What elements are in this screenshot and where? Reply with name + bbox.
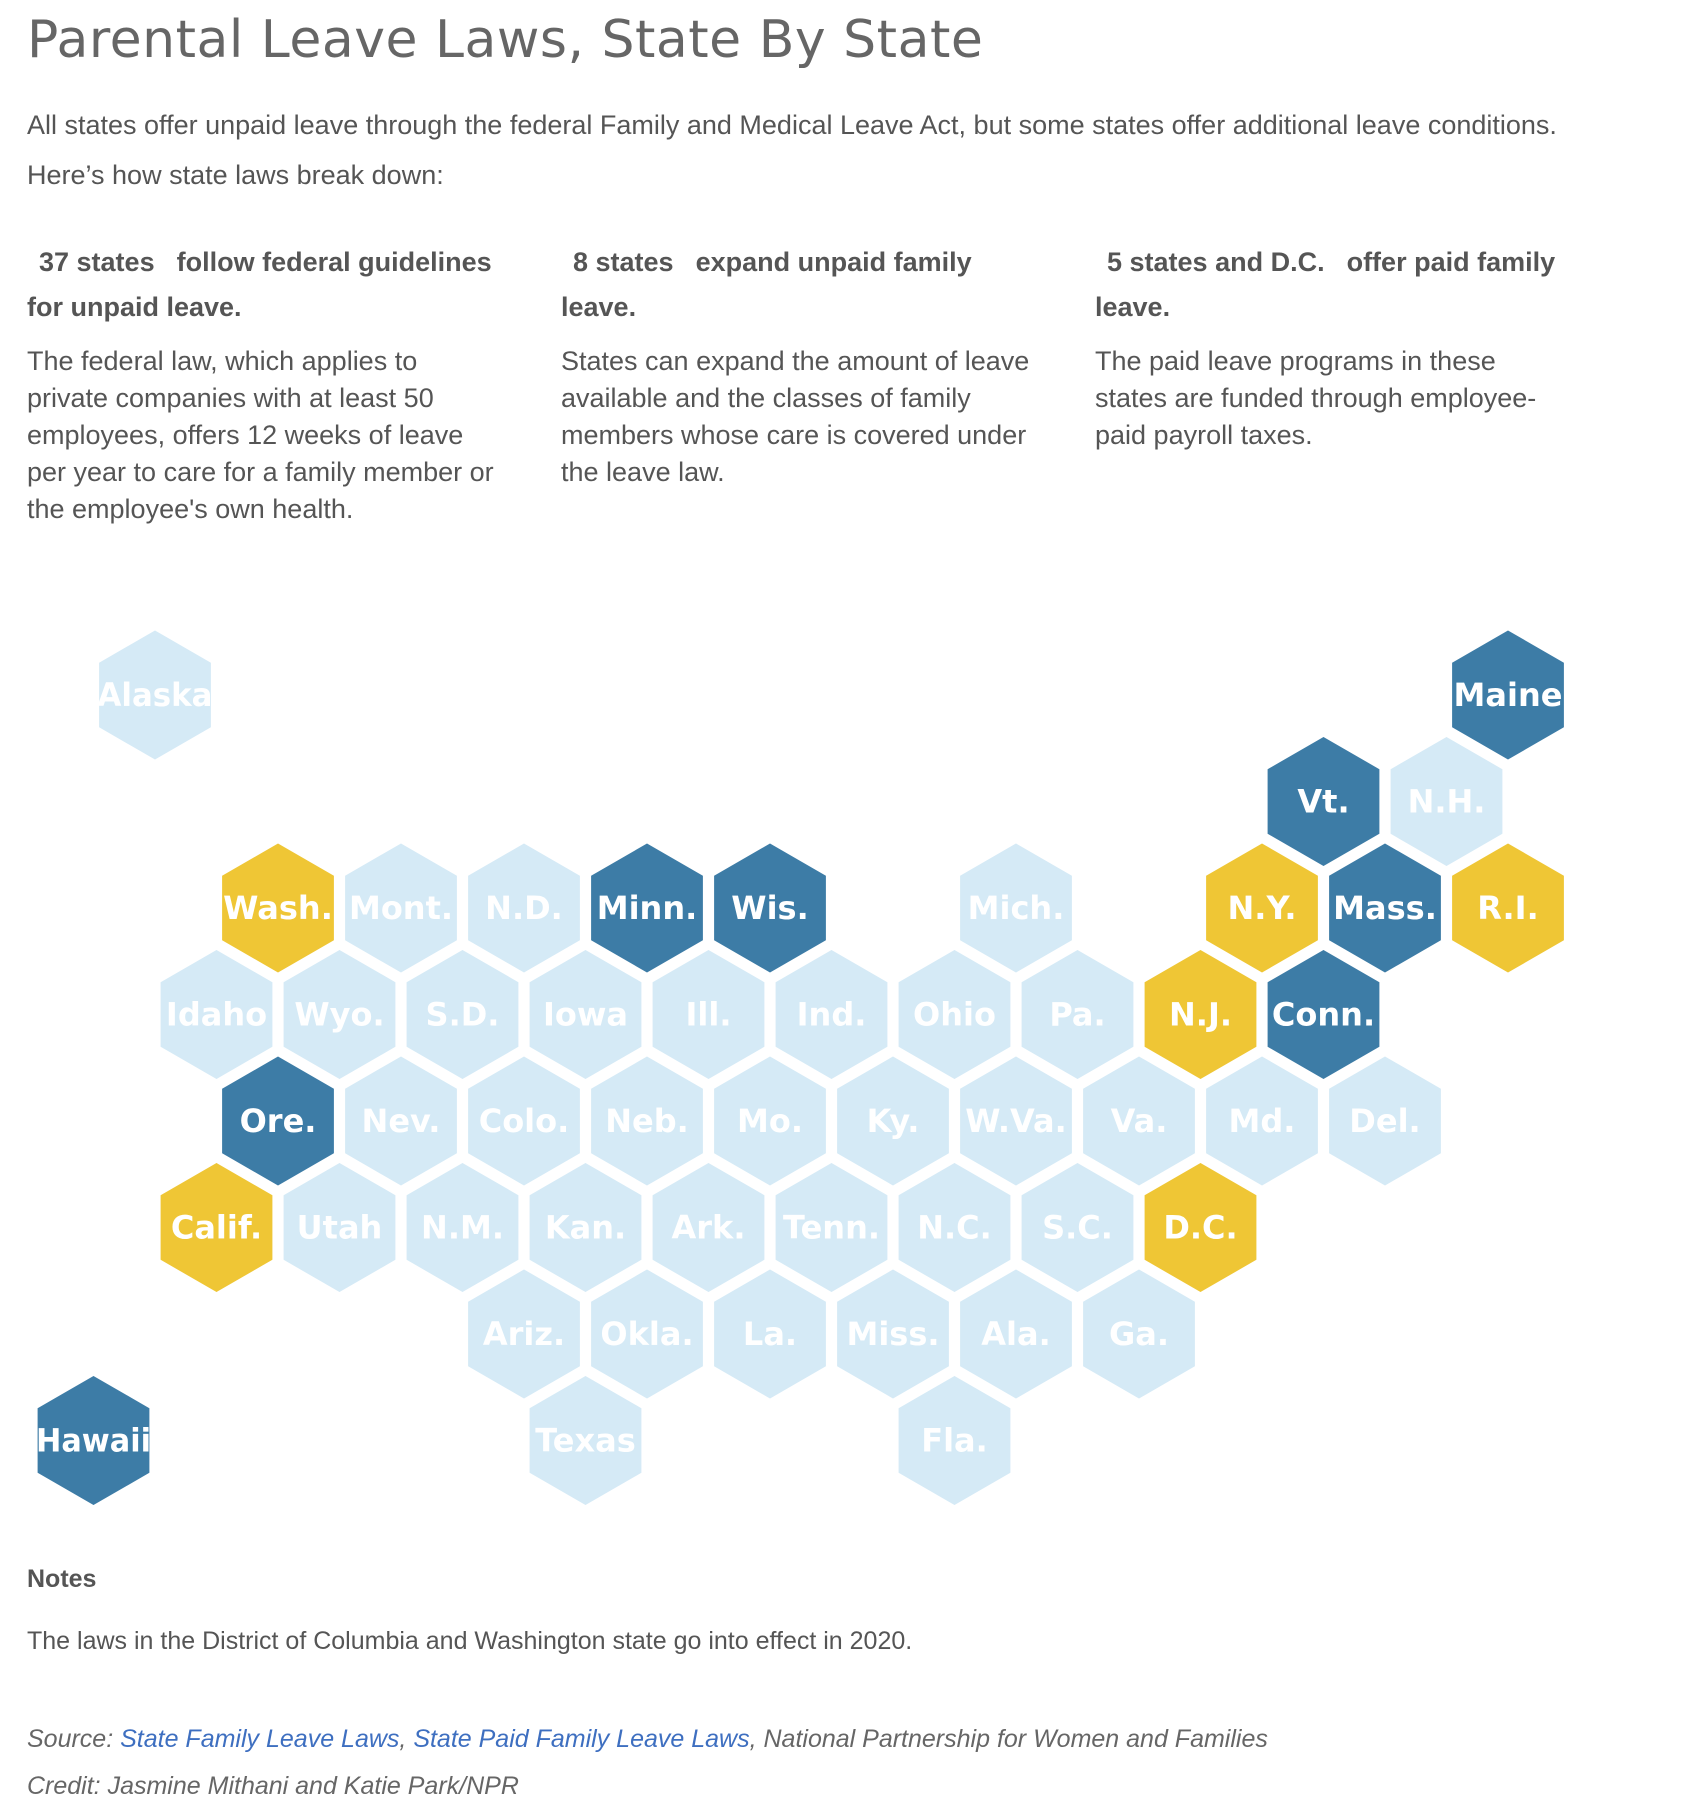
state-label: Conn. (1271, 995, 1376, 1034)
state-label: Neb. (605, 1102, 689, 1140)
state-hex-calif (158, 1160, 276, 1296)
legend-column-paid (1095, 240, 1565, 454)
state-label: Ark. (671, 1208, 746, 1247)
state-label: Mich. (967, 889, 1065, 927)
state-label: Vt. (1297, 782, 1350, 821)
state-label: Mont. (348, 889, 454, 927)
legend-count: 37 states (39, 247, 155, 277)
state-label: Hawaii (36, 1421, 151, 1460)
state-label: Texas (535, 1421, 636, 1460)
legend-headline (27, 240, 497, 330)
state-label: N.H. (1407, 782, 1486, 821)
source-suffix: , National Partnership for Women and Families (749, 1725, 1268, 1753)
source-separator: , (399, 1725, 414, 1753)
state-hex-fla (896, 1373, 1014, 1509)
state-label: N.D. (485, 889, 563, 927)
state-label: Okla. (600, 1315, 694, 1353)
state-hex-texas (527, 1373, 645, 1509)
state-hex-utah (281, 1160, 399, 1296)
state-hex-ga (1080, 1266, 1198, 1402)
state-label: Ohio (913, 995, 996, 1034)
state-label: Nev. (361, 1102, 441, 1140)
state-label: Ill. (685, 995, 732, 1034)
legend-description: The federal law, which applies to private companies with at least 50 employees, offers 12 weeks of leave per year to care for a family member or the employee's own health. (27, 346, 494, 524)
state-label: Wyo. (294, 995, 385, 1034)
state-label: N.Y. (1227, 889, 1297, 927)
source-line (27, 1725, 1268, 1754)
legend-count: 8 states (573, 247, 674, 277)
state-label: W.Va. (965, 1102, 1067, 1140)
source-prefix: Source: (27, 1725, 121, 1753)
state-label: Kan. (544, 1208, 627, 1247)
state-hex-alaska (96, 627, 214, 763)
state-label: Maine (1453, 676, 1563, 714)
legend-description: States can expand the amount of leave available and the classes of family members whose care is covered under the leave law. (561, 346, 1030, 487)
state-label: R.I. (1477, 889, 1539, 927)
state-hex-del (1326, 1053, 1444, 1189)
state-label: N.C. (917, 1208, 992, 1247)
state-label: Ariz. (482, 1315, 566, 1353)
state-label: Ga. (1108, 1315, 1170, 1353)
state-label: S.C. (1042, 1208, 1113, 1247)
state-label: Idaho (165, 995, 268, 1034)
state-hex-r-i (1449, 840, 1567, 976)
legend-headline-text: offer paid family leave. (1095, 247, 1556, 322)
credit-line: Credit: Jasmine Mithani and Katie Park/NPR (27, 1772, 519, 1800)
legend-count: 5 states and D.C. (1107, 247, 1325, 277)
state-label: Miss. (846, 1315, 940, 1353)
state-label: La. (742, 1315, 798, 1353)
state-label: Colo. (478, 1102, 570, 1140)
legend-headline (561, 240, 1031, 330)
intro-text: All states offer unpaid leave through the federal Family and Medical Leave Act, but some states offer additional leave conditions. Here’s how state laws break down: (27, 110, 1557, 190)
state-label: Ky. (866, 1102, 920, 1140)
state-label: Wash. (223, 889, 333, 927)
state-label: Ind. (796, 995, 867, 1034)
state-label: S.D. (425, 995, 500, 1034)
state-hex-la (711, 1266, 829, 1402)
state-label: Md. (1228, 1102, 1296, 1140)
legend-column-federal (27, 240, 497, 528)
legend-headline (1095, 240, 1565, 330)
state-label: Fla. (921, 1421, 988, 1460)
state-label: Ala. (981, 1315, 1051, 1353)
source-link-state-paid-family-leave-laws[interactable]: State Paid Family Leave Laws (413, 1725, 750, 1753)
legend-headline-text: expand unpaid family leave. (561, 247, 972, 322)
state-label: Mass. (1333, 889, 1437, 927)
state-label: Minn. (596, 889, 698, 927)
state-hex-map (0, 620, 1705, 1520)
state-label: N.J. (1169, 995, 1232, 1034)
state-label: Va. (1110, 1102, 1168, 1140)
state-label: Calif. (170, 1208, 263, 1247)
state-label: Utah (296, 1208, 383, 1247)
state-label: D.C. (1163, 1208, 1238, 1247)
notes-heading: Notes (27, 1565, 97, 1593)
state-label: Pa. (1049, 995, 1106, 1034)
state-label: Iowa (542, 995, 629, 1034)
legend-column-unpaid (561, 240, 1031, 491)
state-label: Wis. (731, 889, 809, 927)
source-link-state-family-leave-laws[interactable]: State Family Leave Laws (120, 1725, 400, 1753)
page-title: Parental Leave Laws, State By State (27, 10, 984, 70)
notes-text: The laws in the District of Columbia and Washington state go into effect in 2020. (27, 1627, 913, 1655)
state-label: Del. (1349, 1102, 1421, 1140)
state-label: Alaska (97, 676, 213, 714)
state-label: Mo. (737, 1102, 803, 1140)
state-label: Ore. (239, 1102, 317, 1140)
state-label: Tenn. (783, 1208, 880, 1247)
legend-description: The paid leave programs in these states are funded through employee-paid payroll taxes. (1095, 346, 1537, 450)
state-hex-hawaii (35, 1373, 153, 1509)
state-label: N.M. (421, 1208, 504, 1247)
legend-headline-text: follow federal guidelines for unpaid leave. (27, 247, 492, 322)
